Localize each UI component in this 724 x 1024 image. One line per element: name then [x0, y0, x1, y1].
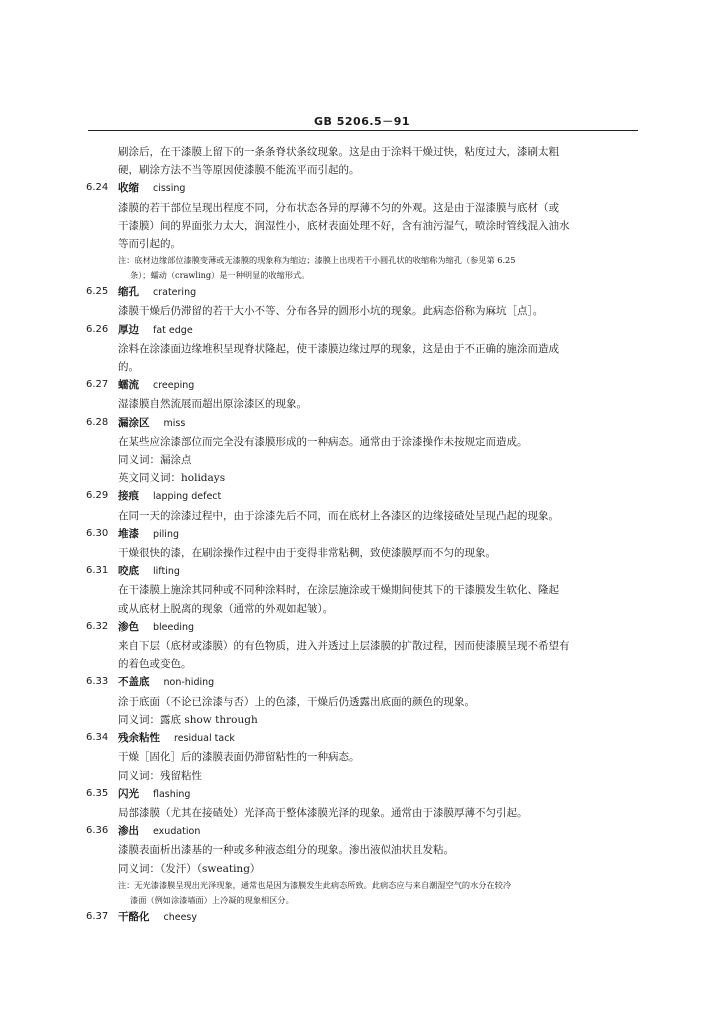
definition-line: 涂料在涂漆面边缘堆积呈现脊状隆起，使干漆膜边缘过厚的现象，这是由于不正确的施涂而造成 [118, 342, 559, 355]
clause-number: 6.34 [86, 732, 109, 744]
definition-line: 同义词：露底 show through [118, 713, 258, 726]
term-chinese: 收缩 [118, 182, 139, 195]
term-english: piling [153, 528, 179, 540]
term-heading [82, 321, 642, 340]
term-chinese: 渗出 [118, 825, 139, 838]
term-chinese: 蠕流 [118, 379, 139, 392]
definition-line: 英文同义词：holidays [118, 472, 226, 485]
definition-line: 来自下层（底材或漆膜）的有色物质，进入并透过上层漆膜的扩散过程，因而使漆膜呈现不希望有 [118, 640, 570, 653]
term-english: cheesy [163, 911, 198, 923]
clause-number: 6.27 [86, 379, 109, 391]
definition-line: 等而引起的。 [118, 238, 181, 251]
clause-number: 6.25 [86, 286, 109, 298]
note-line: 注：无光漆漆膜呈现出光泽现象，通常也是因为漆膜发生此病态所致。此病态应与来自潮湿空气的水分在较冷 [118, 879, 512, 890]
definition-line: 漆膜干燥后仍滞留的若干大小不等、分布各异的圆形小坑的现象。此病态俗称为麻坑［点］。 [118, 305, 544, 318]
intro-line: 刷涂后，在干漆膜上留下的一条条脊状条纹现象。这是由于涂料干燥过快，粘度过大，漆刷太粗 [118, 146, 559, 158]
clause-number: 6.30 [86, 527, 109, 539]
definition-line: 在干漆膜上施涂其同种或不同种涂料时，在涂层施涂或干燥期间使其下的干漆膜发生软化、隆起 [118, 584, 559, 597]
term-chinese: 厚边 [118, 323, 139, 336]
term-english: residual tack [174, 733, 235, 745]
clause-number: 6.26 [86, 323, 109, 335]
term-heading [82, 673, 642, 692]
term-chinese: 渗色 [118, 620, 139, 633]
definition-line: 的。 [118, 361, 139, 374]
term-english: lapping defect [153, 491, 222, 503]
term-chinese: 闪光 [118, 787, 139, 800]
note-line: 注：底材边缘部位漆膜变薄或无漆膜的现象称为缩边；漆膜上出现若干小圆孔状的收缩称为缩孔（参见第 6.25 [118, 255, 516, 266]
definition-line: 在同一天的涂漆过程中，由于涂漆先后不同，而在底材上各漆区的边缘接碴处呈现凸起的现象。 [118, 509, 559, 522]
note-line: 条）；蠕动（crawling）是一种明显的收缩形式。 [130, 270, 310, 281]
term-heading [82, 414, 642, 433]
term-english: exudation [153, 826, 201, 838]
term-heading [82, 487, 642, 506]
clause-number: 6.37 [86, 910, 109, 922]
definition-line: 的着色或变色。 [118, 658, 192, 671]
clause-number: 6.24 [86, 182, 109, 194]
document-body [82, 143, 642, 927]
term-english: cissing [153, 183, 186, 195]
term-chinese: 接痕 [118, 490, 139, 503]
term-heading [82, 822, 642, 841]
definition-line: 同义词：残留粘性 [118, 769, 202, 782]
definition-line: 同义词：漏涂点 [118, 454, 192, 467]
definition-line: 或从底材上脱离的现象（通常的外观如起皱）。 [118, 602, 334, 615]
clause-number: 6.35 [86, 787, 109, 799]
term-heading [82, 376, 642, 395]
term-heading [82, 562, 642, 581]
definition-line: 干燥［固化］后的漆膜表面仍滞留粘性的一种病态。 [118, 751, 360, 764]
term-heading [82, 283, 642, 302]
clause-number: 6.28 [86, 416, 109, 428]
term-chinese: 漏涂区 [118, 416, 150, 429]
term-english: lifting [153, 566, 180, 578]
term-chinese: 不盖底 [118, 676, 150, 689]
term-chinese: 干酪化 [118, 910, 150, 923]
term-heading [82, 729, 642, 748]
clause-number: 6.33 [86, 676, 109, 688]
definition-line: 涂于底面（不论已涂漆与否）上的色漆，干燥后仍透露出底面的颜色的现象。 [118, 695, 475, 708]
definition-line: 干漆膜）间的界面张力太大，润湿性小，底材表面处理不好，含有油污湿气，喷涂时管线混入油水 [118, 219, 570, 232]
note-line: 漆面（例如涂漆墙面）上冷凝的现象相区分。 [130, 894, 294, 905]
clause-number: 6.29 [86, 490, 109, 502]
term-english: creeping [153, 380, 195, 392]
term-english: bleeding [153, 621, 195, 633]
definition-line: 局部漆膜（尤其在接碴处）光泽高于整体漆膜光泽的现象。通常由于漆膜厚薄不匀引起。 [118, 806, 528, 819]
term-english: fat edge [153, 324, 193, 336]
term-english: miss [163, 417, 186, 429]
clause-number: 6.32 [86, 620, 109, 632]
definition-line: 漆膜的若干部位呈现出程度不同，分布状态各异的厚薄不匀的外观。这是由于湿漆膜与底材（或 [118, 201, 559, 214]
definition-line: 在某些应涂漆部位而完全没有漆膜形成的一种病态。通常由于涂漆操作未按规定而造成。 [118, 435, 528, 448]
term-heading [82, 618, 642, 637]
clause-number: 6.31 [86, 565, 109, 577]
definition-line: 同义词：（发汗）（sweating） [118, 862, 261, 875]
clause-number: 6.36 [86, 825, 109, 837]
definition-line: 湿漆膜自然流展而超出原涂漆区的现象。 [118, 398, 307, 411]
term-chinese: 缩孔 [118, 286, 139, 299]
term-english: flashing [153, 788, 191, 800]
definition-line: 漆膜表面析出漆基的一种或多种液态组分的现象。渗出液似油状且发粘。 [118, 844, 454, 857]
term-english: non-hiding [163, 677, 215, 689]
intro-line: 硬，刷涂方法不当等原因使漆膜不能流平而引起的。 [118, 164, 360, 177]
definition-line: 干燥很快的漆，在刷涂操作过程中由于变得非常粘稠，致使漆膜厚而不匀的现象。 [118, 547, 496, 560]
term-heading [82, 179, 642, 198]
term-heading [82, 908, 642, 927]
standard-code-header: GB 5206.5－91 [314, 115, 410, 128]
term-chinese: 堆漆 [118, 527, 139, 540]
term-chinese: 咬底 [118, 565, 139, 578]
term-heading [82, 525, 642, 544]
term-english: cratering [153, 287, 197, 299]
header-rule [88, 130, 638, 131]
term-chinese: 残余粘性 [118, 732, 160, 745]
term-heading [82, 785, 642, 804]
